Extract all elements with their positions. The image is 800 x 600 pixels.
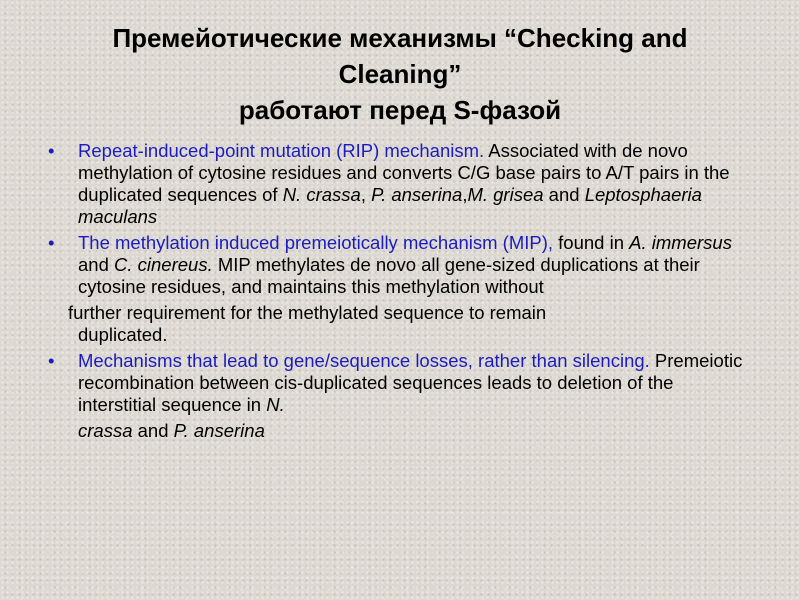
bullet-marker: • xyxy=(48,232,55,253)
species-name: A. immersus xyxy=(629,232,732,253)
species-name: P. anserina xyxy=(371,184,463,205)
title-line-2: Cleaning” xyxy=(338,59,462,89)
species-name: N. crassa xyxy=(282,184,361,205)
species-name: P. anserina xyxy=(173,420,265,441)
species-name: crassa xyxy=(78,420,133,441)
bullet-heading: The methylation induced premeiotically mechanism (MIP), xyxy=(78,232,554,253)
bullet-heading: Repeat-induced-point mutation (RIP) mechanism. xyxy=(78,140,485,161)
slide-body xyxy=(48,140,748,442)
bullet-rip xyxy=(48,140,748,228)
bullet-marker: • xyxy=(48,350,55,371)
continuation-text: and xyxy=(132,420,174,441)
bullet-heading: Mechanisms that lead to gene/sequence losses, rather than silencing. xyxy=(78,350,650,371)
bullet-body: Associated with de novo methylation of cytosine residues and converts C/G base pairs to A/T pairs in the duplicated sequences of xyxy=(78,140,730,205)
bullet-body: MIP methylates de novo all gene-sized duplications at their cytosine residues, and maintains this methylation without xyxy=(78,254,700,297)
slide-title xyxy=(20,20,780,128)
continuation-line: duplicated. xyxy=(78,324,168,345)
bullet-body: and xyxy=(78,254,115,275)
bullet-body: Premeiotic recombination between cis-duplicated sequences leads to deletion of the interstitial sequence in xyxy=(78,350,743,415)
title-line-1: Премейотические механизмы “Checking and xyxy=(112,23,688,53)
bullet-marker: • xyxy=(48,140,55,161)
continuation-line: further requirement for the methylated sequence to remain xyxy=(68,302,547,323)
title-line-3: работают перед S-фазой xyxy=(238,95,562,125)
bullet-body: found in xyxy=(553,232,630,253)
species-name: Leptosphaeria maculans xyxy=(78,184,702,227)
bullet-body: , xyxy=(360,184,372,205)
species-name: C. cinereus. xyxy=(114,254,213,275)
bullet-body: , xyxy=(462,184,468,205)
bullet-text xyxy=(78,350,748,416)
continuation-species xyxy=(48,420,748,442)
species-name: M. grisea xyxy=(467,184,544,205)
continuation-paragraph xyxy=(48,302,748,346)
bullet-mip xyxy=(48,232,748,298)
species-name: N. xyxy=(266,394,285,415)
bullet-gene-loss xyxy=(48,350,748,416)
bullet-text xyxy=(78,232,748,298)
bullet-text xyxy=(78,140,748,228)
bullet-body: and xyxy=(543,184,585,205)
